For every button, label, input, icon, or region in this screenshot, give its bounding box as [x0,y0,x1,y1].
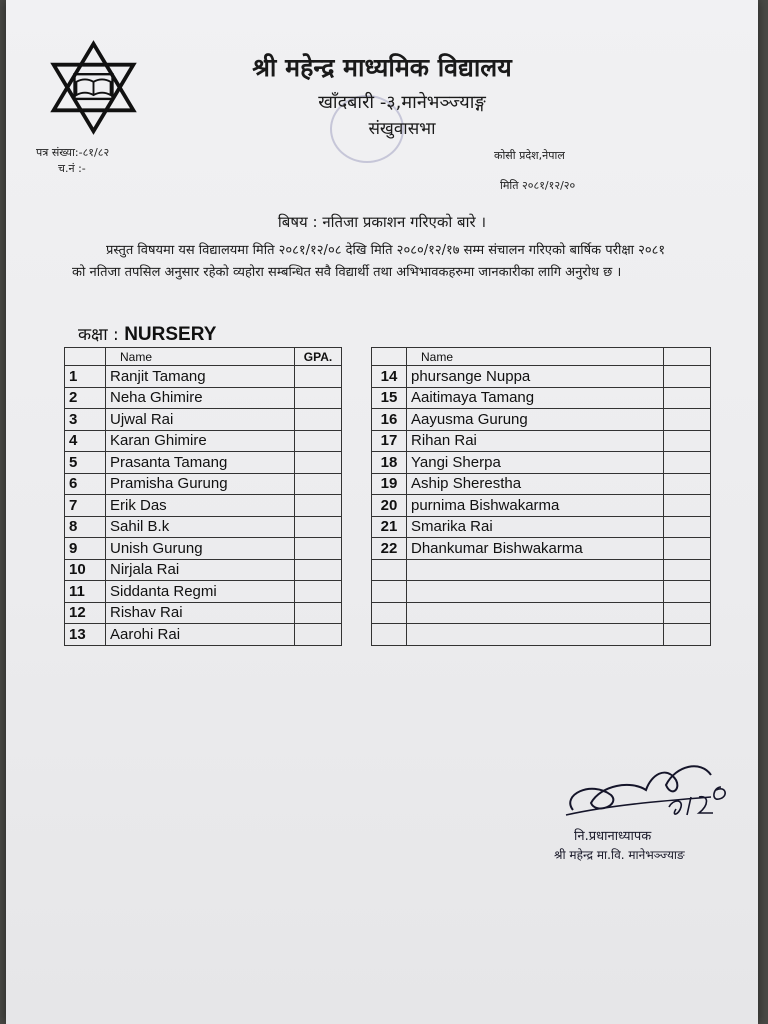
student-name: Sahil B.k [106,516,295,538]
student-name: Aaitimaya Tamang [407,387,664,409]
row-number: 1 [65,366,106,388]
table-row [372,473,711,495]
row-number: 9 [65,538,106,560]
school-district: संखुवासभा [368,119,436,139]
gpa-cell [664,624,711,646]
gpa-cell [295,624,342,646]
gpa-cell [664,430,711,452]
header-name-cell: Name [106,348,295,366]
table-row [65,366,342,388]
class-label: कक्षा : [78,325,119,345]
table-row [372,387,711,409]
row-number: 10 [65,559,106,581]
table-row [372,581,711,603]
gpa-cell [295,473,342,495]
student-name: Smarika Rai [407,516,664,538]
table-row [372,366,711,388]
gpa-cell [664,452,711,474]
gpa-cell [295,538,342,560]
gpa-cell [295,409,342,431]
student-name: Unish Gurung [106,538,295,560]
student-name: Siddanta Regmi [106,581,295,603]
row-number: 16 [372,409,407,431]
row-number: 13 [65,624,106,646]
student-name: Yangi Sherpa [407,452,664,474]
student-name: Prasanta Tamang [106,452,295,474]
header-gpa-cell: GPA. [295,348,342,366]
gpa-cell [664,559,711,581]
table-row [372,559,711,581]
principal-signature [551,735,741,835]
row-number: 15 [372,387,407,409]
row-number: 14 [372,366,407,388]
header-number-cell [65,348,106,366]
gpa-cell [295,452,342,474]
results-table-left [64,347,342,646]
document-page [6,0,758,1024]
student-name: Ranjit Tamang [106,366,295,388]
table-row [372,409,711,431]
table-row [65,538,342,560]
row-number: 6 [65,473,106,495]
student-name: Aship Sherestha [407,473,664,495]
gpa-cell [295,516,342,538]
table-header-row [65,348,342,366]
gpa-cell [664,473,711,495]
row-number: 5 [65,452,106,474]
row-number: 18 [372,452,407,474]
table-row [65,473,342,495]
header-gpa-cell [664,348,711,366]
gpa-cell [295,559,342,581]
table-row [65,516,342,538]
row-number [372,559,407,581]
row-number: 17 [372,430,407,452]
row-number: 11 [65,581,106,603]
class-heading [78,322,216,346]
table-row [372,495,711,517]
row-number: 21 [372,516,407,538]
gpa-cell [295,602,342,624]
reference-number: पत्र संख्या:-८१/८२ [36,146,110,159]
table-row [65,559,342,581]
table-row [372,452,711,474]
table-row [65,495,342,517]
table-row [372,430,711,452]
letter-date: मिति २०८१/१२/२० [500,179,576,192]
gpa-cell [664,538,711,560]
body-paragraph: प्रस्तुत विषयमा यस विद्यालयमा मिति २०८१/१२/०८ देखि मिति २०८०/१२/१७ सम्म संचालन गरिएको बार्षिक परीक्षा २०८१ को नतिजा तपसिल अनुसार रहेको व्यहोरा सम्बन्धित सवै विद्यार्थी तथा अभिभावकहरुमा जानकारीका लागि अनुरोध छ । [72,243,666,280]
gpa-cell [664,409,711,431]
student-name: Dhankumar Bishwakarma [407,538,664,560]
student-name: purnima Bishwakarma [407,495,664,517]
row-number: 3 [65,409,106,431]
student-name: Rishav Rai [106,602,295,624]
gpa-cell [664,581,711,603]
student-name: Karan Ghimire [106,430,295,452]
student-name [407,602,664,624]
table-row [65,409,342,431]
gpa-cell [664,516,711,538]
table-row [372,602,711,624]
results-table-right [371,347,711,646]
gpa-cell [664,602,711,624]
province: कोसी प्रदेश,नेपाल [494,149,565,162]
table-row [372,538,711,560]
table-row [65,581,342,603]
student-name: Aayusma Gurung [407,409,664,431]
table-row [372,624,711,646]
row-number: 2 [65,387,106,409]
row-number [372,602,407,624]
student-name [407,624,664,646]
student-name: Erik Das [106,495,295,517]
gpa-cell [664,366,711,388]
gpa-cell [295,581,342,603]
row-number [372,624,407,646]
student-name [407,559,664,581]
row-number: 4 [65,430,106,452]
class-name: NURSERY [124,324,217,345]
student-name: Aarohi Rai [106,624,295,646]
row-number: 20 [372,495,407,517]
student-name: Neha Ghimire [106,387,295,409]
student-name: phursange Nuppa [407,366,664,388]
row-number: 22 [372,538,407,560]
table-row [65,452,342,474]
student-name: Rihan Rai [407,430,664,452]
gpa-cell [295,366,342,388]
student-name [407,581,664,603]
header-number-cell [372,348,407,366]
gpa-cell [295,495,342,517]
table-header-row [372,348,711,366]
gpa-cell [664,495,711,517]
signatory-title: नि.प्रधानाध्यापक [574,829,652,844]
school-name: श्री महेन्द्र माध्यमिक विद्यालय [252,53,512,82]
gpa-cell [295,387,342,409]
reference-block [36,145,109,177]
row-number: 12 [65,602,106,624]
header-name-cell: Name [407,348,664,366]
table-row [372,516,711,538]
table-row [65,624,342,646]
row-number: 8 [65,516,106,538]
row-number [372,581,407,603]
row-number: 19 [372,473,407,495]
table-row [65,430,342,452]
gpa-cell [664,387,711,409]
dispatch-number: च.नं :- [58,162,86,175]
student-name: Pramisha Gurung [106,473,295,495]
table-row [65,387,342,409]
signatory-school: श्री महेन्द्र मा.वि. मानेभञ्ज्याङ [554,848,685,862]
student-name: Nirjala Rai [106,559,295,581]
school-address: खाँदबारी -३,मानेभञ्ज्याङ्ग [318,92,486,113]
student-name: Ujwal Rai [106,409,295,431]
row-number: 7 [65,495,106,517]
table-row [65,602,342,624]
gpa-cell [295,430,342,452]
subject-line: बिषय : नतिजा प्रकाशन गरिएको बारे । [277,213,487,231]
